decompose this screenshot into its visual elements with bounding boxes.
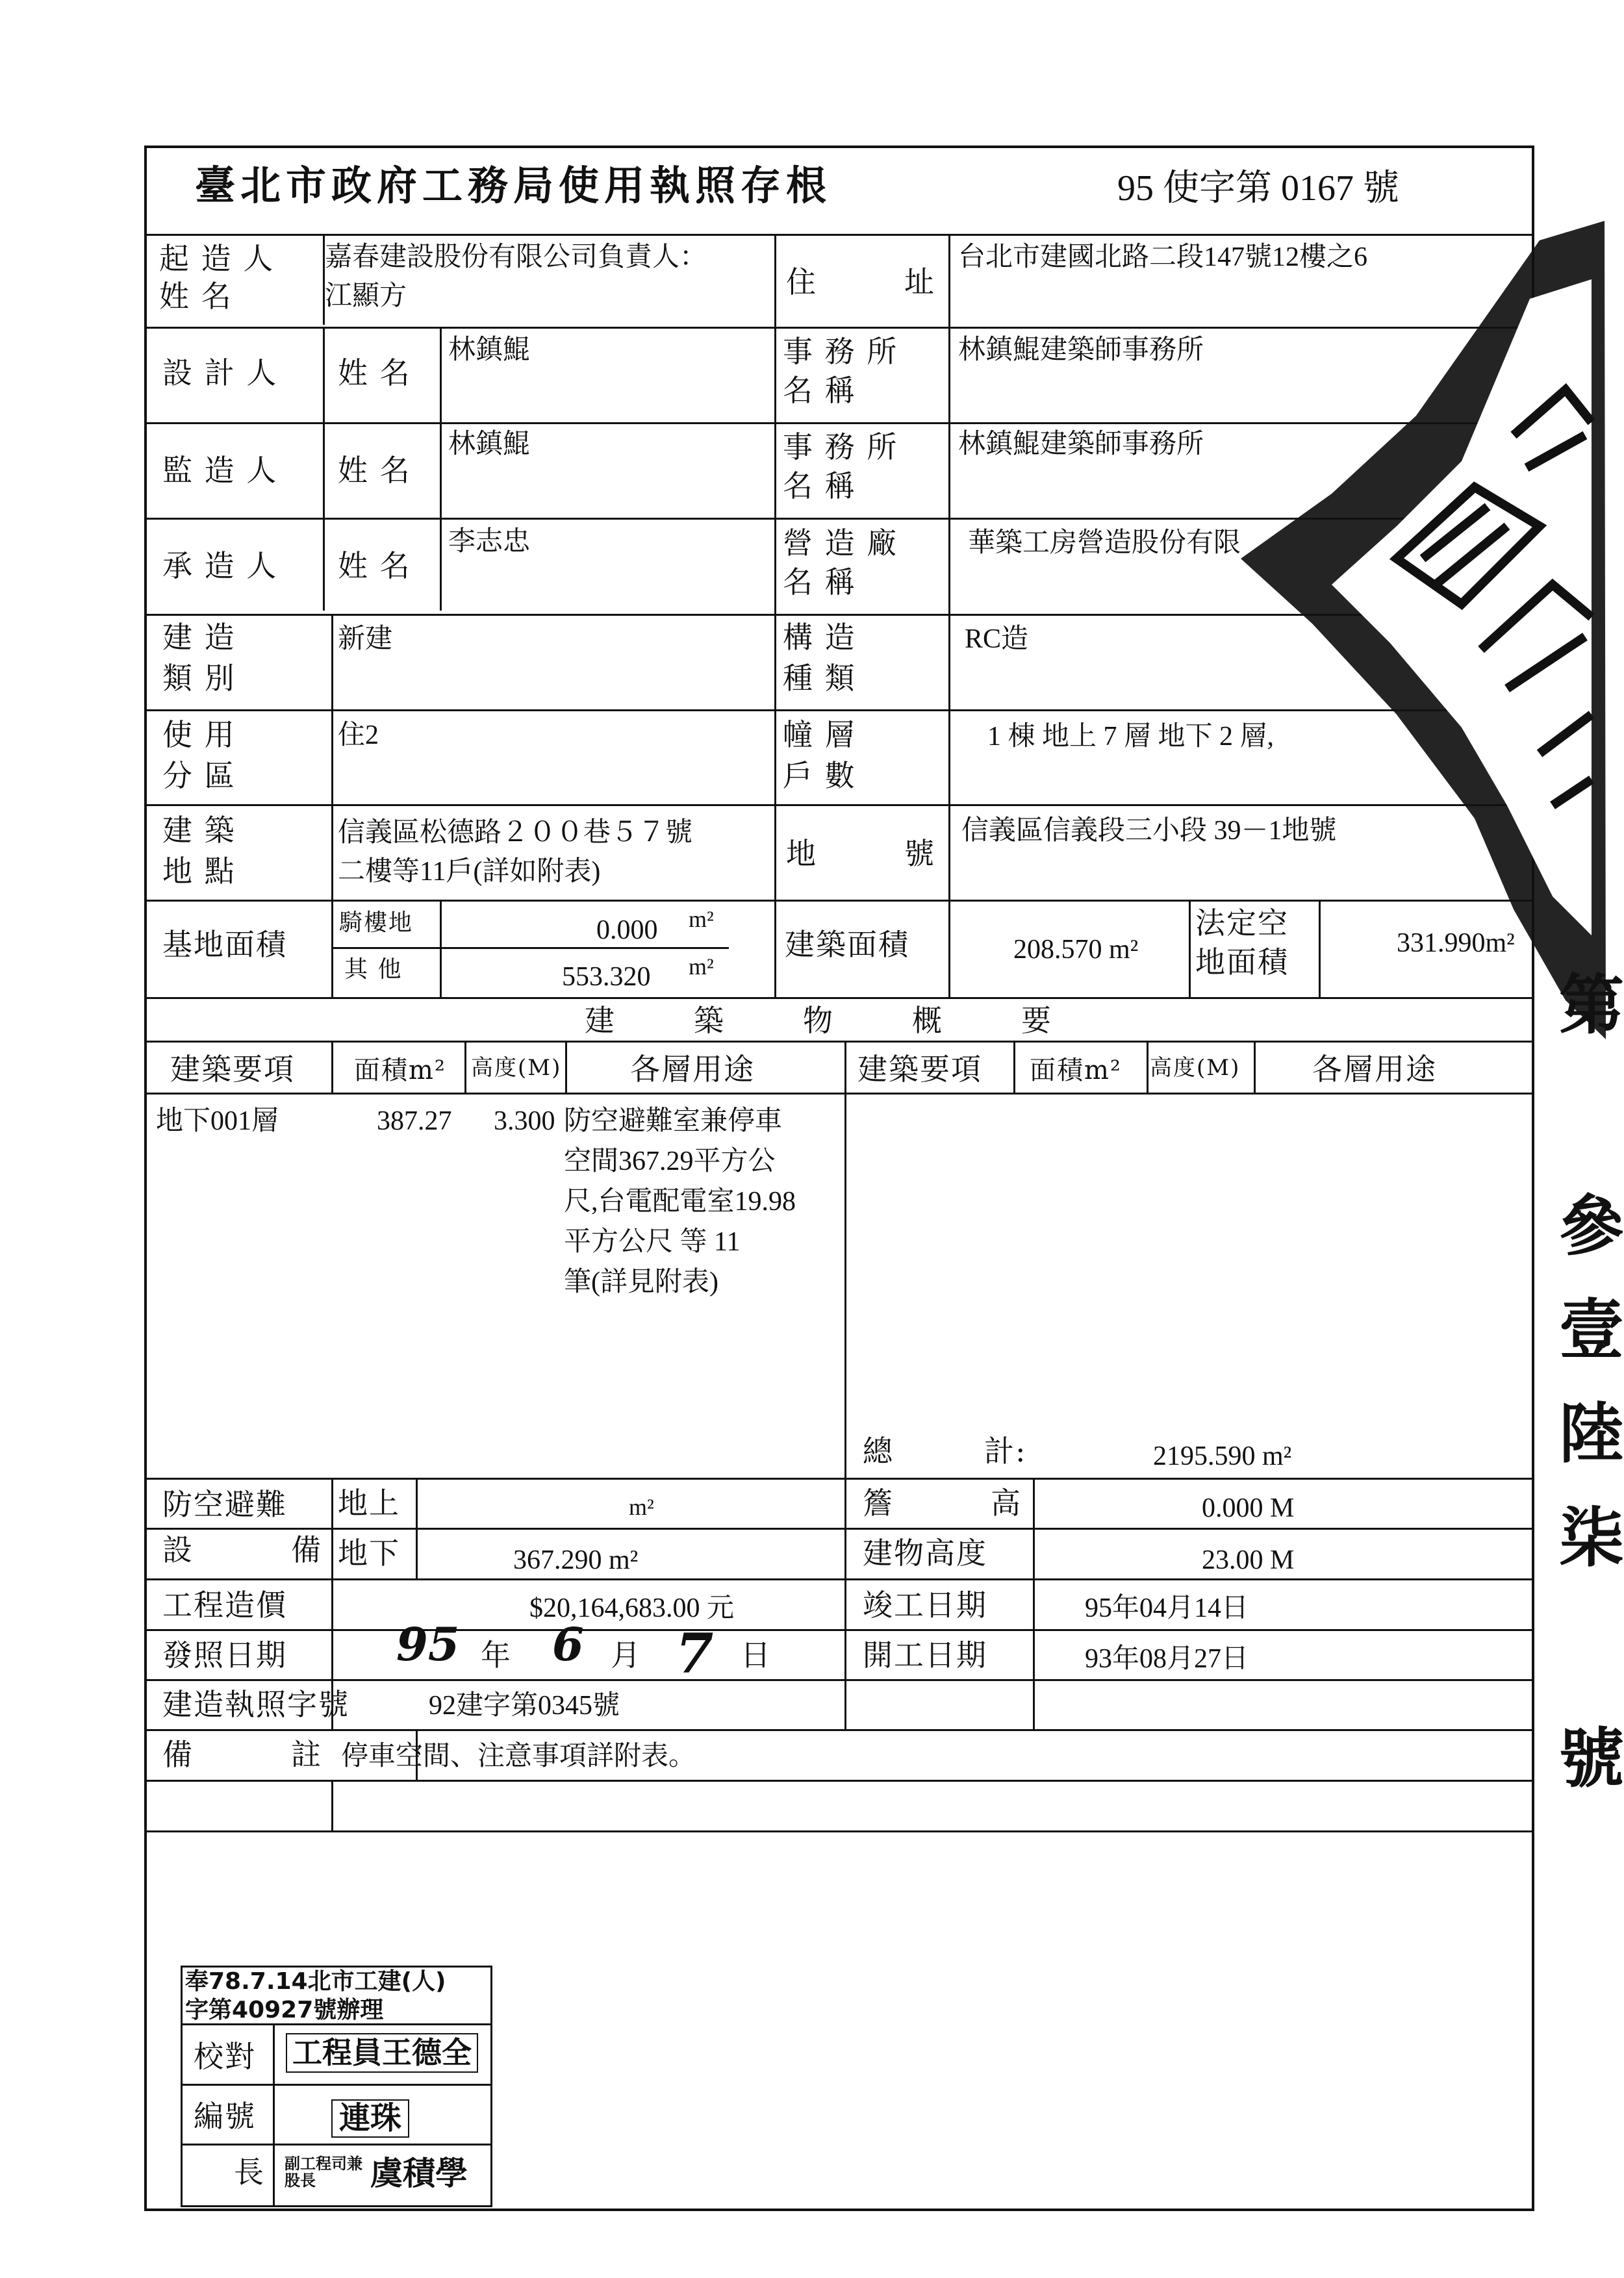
issue-month: 6 [552, 1617, 584, 1671]
margin-glyph-1: 第 [1559, 967, 1624, 1043]
build-type-label: 建 造 [162, 620, 236, 655]
eave-label-2: 高 [991, 1486, 1022, 1521]
col-divider [323, 327, 325, 611]
lot-label: 地 [786, 836, 817, 871]
stamp-chief-title: 副工程司兼股長 [285, 2155, 362, 2190]
col-divider [331, 614, 333, 900]
col-divider [1033, 1478, 1035, 1729]
floor-use-5: 筆(詳見附表) [564, 1267, 718, 1297]
col-divider [1189, 900, 1191, 997]
designer-name-label: 姓 名 [338, 355, 411, 390]
col-divider [565, 1041, 567, 1093]
start-date-value: 93年08月27日 [1085, 1644, 1249, 1674]
floor-area: 387.27 [377, 1106, 452, 1136]
floors-value: 1 棟 地上 7 層 地下 2 層, [987, 722, 1275, 752]
address-value: 台北市建國北路二段147號12樓之6 [958, 242, 1368, 272]
arcade-value: 0.000 [596, 915, 658, 945]
remark-label-2: 註 [291, 1737, 322, 1772]
stamp-divider [273, 2023, 275, 2207]
row-divider [144, 1093, 1534, 1095]
contractor-name: 李志忠 [448, 527, 531, 557]
total-label-2: 計: [984, 1434, 1027, 1469]
row-divider [144, 1578, 1534, 1580]
shelter-label: 防空避難 [162, 1487, 287, 1522]
contractor-office: 華築工房營造股份有限 [968, 528, 1241, 558]
col-divider [416, 1478, 418, 1578]
structure-label: 構 造 [783, 620, 856, 655]
open-space-label: 法定空 [1195, 905, 1289, 941]
issue-day: 7 [676, 1621, 714, 1686]
col-divider [331, 900, 333, 997]
col-divider [464, 1041, 466, 1093]
contractor-office-label-2: 名 稱 [783, 564, 856, 600]
total-value: 2195.590 m² [1153, 1441, 1292, 1471]
shelter-above-label: 地上 [338, 1486, 400, 1521]
floors-label: 幢 層 [783, 717, 856, 752]
other-unit: m² [689, 954, 714, 980]
supervisor-office-label-2: 名 稱 [783, 468, 856, 503]
build-area-label: 建築面積 [785, 927, 909, 962]
arcade-unit: m² [689, 906, 714, 932]
cost-label: 工程造價 [162, 1588, 287, 1623]
floor-height: 3.300 [494, 1106, 555, 1136]
contractor-name-label: 姓 名 [338, 548, 411, 583]
floors-label-2: 戶 數 [783, 758, 856, 793]
zone-label: 使 用 [162, 717, 236, 752]
summary-col-height-2: 高度(M) [1150, 1055, 1241, 1081]
zone-label-2: 分 區 [162, 758, 236, 793]
builder-label: 起 造 人 [159, 241, 275, 276]
col-divider [331, 1780, 333, 1830]
construction-permit-label: 建造執照字號 [162, 1687, 349, 1722]
margin-glyph-5: 柒 [1559, 1500, 1624, 1576]
stamp-chief-name: 虞積學 [370, 2155, 468, 2192]
supervisor-name-label: 姓 名 [338, 453, 411, 488]
row-divider [144, 1830, 1534, 1832]
completion-value: 95年04月14日 [1085, 1593, 1249, 1623]
margin-glyph-6: 號 [1559, 1721, 1624, 1797]
designer-label: 設 計 人 [162, 355, 278, 390]
shelter-label-3: 備 [291, 1532, 322, 1567]
summary-col-use-2: 各層用途 [1312, 1052, 1437, 1087]
lot-label-2: 號 [904, 836, 935, 871]
floor-name: 地下001層 [156, 1106, 279, 1136]
stamp-chief-label: 長 [234, 2155, 265, 2190]
address-label: 住 [786, 264, 817, 299]
supervisor-office-label: 事 務 所 [783, 429, 898, 464]
row-divider [144, 1528, 1534, 1530]
permit-number: 95 使字第 0167 號 [1117, 168, 1399, 209]
builder-rep-value: 江顯方 [325, 281, 407, 311]
address-label-2: 址 [904, 264, 935, 299]
structure-value: RC造 [965, 624, 1029, 654]
designer-office: 林鎮鯤建築師事務所 [958, 335, 1204, 365]
eave-value: 0.000 M [1202, 1493, 1295, 1523]
stamp-check-value: 工程員王德全 [286, 2033, 478, 2073]
structure-label-2: 種 類 [783, 661, 856, 696]
floor-use-3: 尺,台電配電室19.98 [564, 1187, 796, 1217]
row-divider [333, 947, 729, 949]
row-divider [144, 1041, 1534, 1043]
issue-month-unit: 月 [611, 1638, 642, 1673]
summary-col-use: 各層用途 [630, 1052, 755, 1087]
builder-name-label: 姓 名 [159, 279, 233, 314]
col-divider [440, 900, 442, 997]
site-area-label: 基地面積 [162, 927, 287, 962]
col-divider [774, 900, 776, 997]
start-date-label: 開工日期 [863, 1638, 987, 1673]
build-type-label-2: 類 別 [162, 661, 236, 696]
shelter-below-value: 367.290 m² [513, 1545, 639, 1575]
stamp-line-2: 字第40927號辦理 [185, 1997, 384, 2023]
builder-value: 嘉春建設股份有限公司負責人： [325, 242, 707, 272]
col-divider [331, 1041, 333, 1093]
row-divider [144, 1679, 1534, 1681]
contractor-label: 承 造 人 [162, 548, 278, 583]
total-label: 總 [863, 1434, 894, 1469]
designer-name: 林鎮鯤 [448, 335, 531, 365]
build-type-value: 新建 [338, 624, 393, 654]
stamp-divider [181, 2023, 492, 2025]
stamp-number-label: 編號 [194, 2099, 256, 2134]
building-height-label: 建物高度 [863, 1536, 987, 1571]
completion-label: 竣工日期 [863, 1588, 987, 1623]
stamp-check-label: 校對 [194, 2039, 256, 2074]
remark-value: 停車空間、注意事項詳附表。 [341, 1741, 696, 1771]
margin-glyph-3: 壹 [1559, 1292, 1624, 1368]
designer-office-label-2: 名 稱 [783, 373, 856, 408]
shelter-label-2: 設 [162, 1532, 194, 1567]
summary-col-height: 高度(M) [471, 1055, 562, 1081]
stamp-divider [181, 2144, 492, 2145]
supervisor-name: 林鎮鯤 [448, 429, 531, 459]
shelter-above-value: m² [629, 1494, 654, 1520]
open-space-label-2: 地面積 [1195, 944, 1289, 980]
supervisor-label: 監 造 人 [162, 453, 278, 488]
col-divider [844, 1041, 846, 1478]
col-divider [948, 234, 950, 900]
col-divider [1147, 1041, 1148, 1093]
issue-year: 95 [396, 1617, 460, 1671]
col-divider [844, 1478, 846, 1729]
margin-glyph-2: 參 [1559, 1188, 1624, 1264]
row-divider [144, 1629, 1534, 1631]
location-label-2: 地 點 [162, 854, 236, 889]
row-divider [144, 1729, 1534, 1731]
designer-office-label: 事 務 所 [783, 334, 898, 369]
floor-use-4: 平方公尺 等 11 [564, 1227, 741, 1257]
build-area-value: 208.570 m² [1013, 935, 1139, 965]
arcade-label: 騎樓地 [339, 909, 414, 936]
margin-glyph-4: 陸 [1559, 1396, 1624, 1472]
summary-col-item: 建築要項 [170, 1052, 295, 1087]
stamp-divider [181, 2084, 492, 2086]
col-divider [1013, 1041, 1015, 1093]
zone-value: 住2 [338, 720, 379, 750]
col-divider [774, 234, 776, 900]
floor-use-1: 防空避難室兼停車 [564, 1106, 783, 1136]
contractor-office-label: 營 造 廠 [783, 525, 898, 561]
other-label: 其 他 [344, 956, 403, 983]
open-space-value: 331.990m² [1397, 928, 1515, 958]
col-divider [440, 327, 442, 611]
location-value-2: 二樓等11戶(詳如附表) [338, 857, 601, 887]
summary-col-area-2: 面積m² [1030, 1056, 1122, 1085]
row-divider [144, 1780, 1534, 1782]
lot-value: 信義區信義段三小段 39－1地號 [961, 816, 1337, 846]
other-value: 553.320 [562, 962, 651, 992]
row-divider [144, 1478, 1534, 1480]
remark-label: 備 [162, 1737, 194, 1772]
construction-permit-value: 92建字第0345號 [429, 1691, 620, 1721]
floor-use-2: 空間367.29平方公 [564, 1146, 776, 1176]
summary-title: 建 築 物 概 要 [585, 1003, 1058, 1038]
cost-value: $20,164,683.00 元 [529, 1593, 735, 1623]
eave-label: 簷 [863, 1486, 894, 1521]
official-seal-stamp [1202, 221, 1606, 1039]
location-label: 建 築 [162, 813, 236, 848]
issue-date-label: 發照日期 [162, 1638, 287, 1673]
issue-day-unit: 日 [741, 1638, 772, 1673]
location-value: 信義區松德路２００巷５７號 [338, 818, 693, 848]
col-divider [1254, 1041, 1256, 1093]
stamp-line-1: 奉78.7.14北市工建(人) [185, 1968, 446, 1995]
document-title: 臺北市政府工務局使用執照存根 [195, 162, 832, 209]
supervisor-office: 林鎮鯤建築師事務所 [958, 429, 1204, 459]
summary-col-item-2: 建築要項 [857, 1052, 982, 1087]
stamp-number-value: 連珠 [331, 2099, 409, 2138]
shelter-below-label: 地下 [338, 1536, 400, 1571]
issue-year-unit: 年 [481, 1638, 512, 1673]
summary-col-area: 面積m² [354, 1056, 446, 1085]
building-height-value: 23.00 M [1202, 1545, 1295, 1575]
col-divider [948, 900, 950, 997]
